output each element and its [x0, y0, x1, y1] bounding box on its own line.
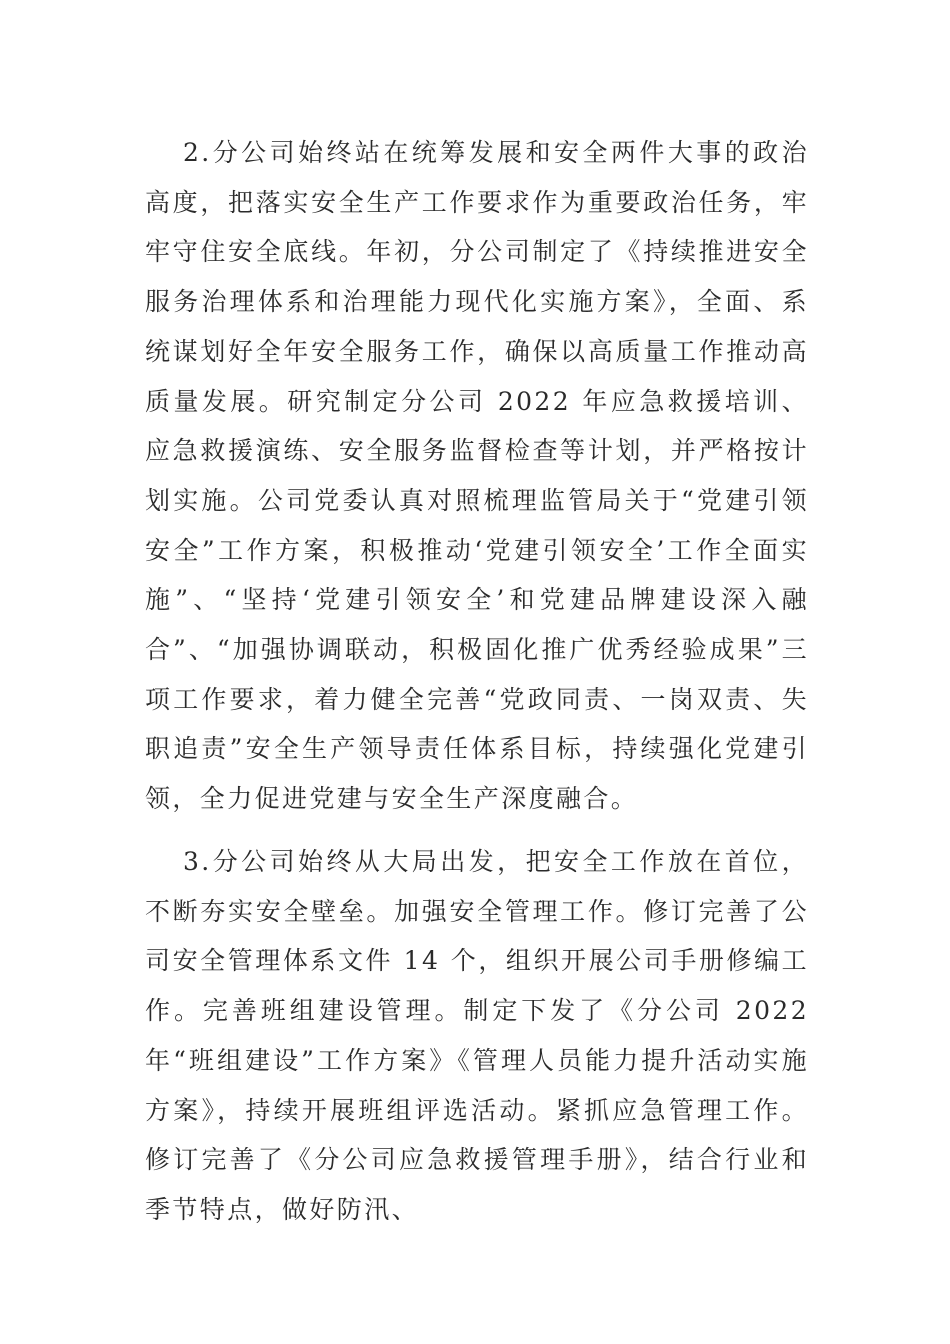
paragraph-item-2: 2.分公司始终站在统筹发展和安全两件大事的政治高度，把落实安全生产工作要求作为重要政治任务，牢牢守住安全底线。年初，分公司制定了《持续推进安全服务治理体系和治理能力现代化实施方案》，全面、系统谋划好全年安全服务工作，确保以高质量工作推动高质量发展。研究制定分公司 2022 年应急救援培训、应急救援演练、安全服务监督检查等计划，并严格按计划实施。公司党委认真对照梳理监管局关于“党建引领安全”工作方案，积极推动‘党建引领安全’工作全面实施”、“坚持‘党建引领安全’和党建品牌建设深入融合”、“加强协调联动，积极固化推广优秀经验成果”三项工作要求，着力健全完善“党政同责、一岗双责、失职追责”安全生产领导责任体系目标，持续强化党建引领，全力促进党建与安全生产深度融合。 — [145, 138, 809, 814]
paragraph-item-3: 3.分公司始终从大局出发，把安全工作放在首位，不断夯实安全壁垒。加强安全管理工作。修订完善了公司安全管理体系文件 14 个，组织开展公司手册修编工作。完善班组建设管理。制定下发了《分公司 2022 年“班组建设”工作方案》《管理人员能力提升活动实施方案》，持续开展班组评选活动。紧抓应急管理工作。修订完善了《分公司应急救援管理手册》，结合行业和季节特点，做好防汛、 — [145, 847, 809, 1224]
